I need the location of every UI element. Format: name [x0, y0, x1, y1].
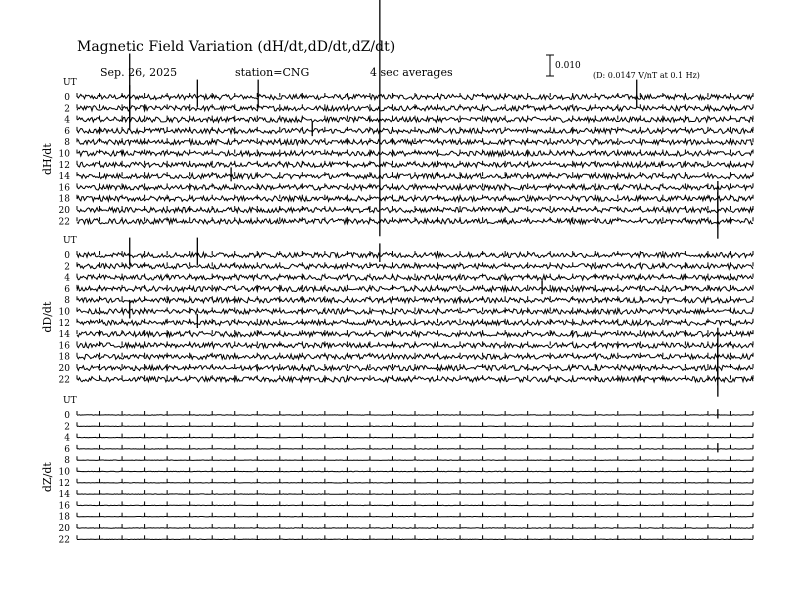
row-tick-label: 10 [58, 149, 70, 160]
row-tick-label: 18 [58, 512, 70, 523]
ut-axis-label: UT [63, 236, 77, 246]
row-tick-label: 8 [64, 138, 70, 149]
station-label: station=CNG [235, 66, 310, 79]
ut-axis-label: UT [63, 78, 77, 88]
scale-value-label: 0.010 [555, 61, 581, 71]
row-tick-label: 18 [58, 194, 70, 205]
panel-ylabel: dD/dt [41, 301, 54, 333]
averaging-label: 4 sec averages [370, 66, 453, 79]
row-tick-label: 10 [58, 467, 70, 478]
panel-dhdt [41, 0, 753, 239]
row-tick-label: 2 [64, 422, 70, 433]
row-tick-label: 22 [58, 375, 70, 386]
row-tick-label: 16 [58, 183, 70, 194]
row-tick-label: 4 [64, 273, 70, 284]
ut-axis-label: UT [63, 396, 77, 406]
row-tick-label: 10 [58, 307, 70, 318]
row-tick-label: 18 [58, 352, 70, 363]
row-tick-label: 0 [64, 93, 70, 103]
row-tick-label: 6 [64, 444, 70, 455]
row-tick-label: 14 [58, 330, 70, 341]
row-tick-label: 4 [64, 433, 70, 444]
row-tick-label: 8 [64, 296, 70, 307]
row-tick-label: 12 [58, 160, 70, 171]
row-tick-label: 4 [64, 115, 70, 126]
panel-dddt [41, 236, 753, 397]
row-tick-label: 20 [58, 524, 70, 534]
chart-title: Magnetic Field Variation (dH/dt,dD/dt,dZ/dt) [77, 39, 396, 55]
row-tick-label: 0 [64, 251, 70, 261]
row-tick-label: 8 [64, 456, 70, 467]
row-tick-label: 20 [58, 206, 70, 216]
row-tick-label: 22 [58, 217, 70, 228]
scale-bar [546, 55, 554, 76]
row-tick-label: 12 [58, 478, 70, 489]
panel-dzdt [41, 396, 753, 545]
row-tick-label: 0 [64, 411, 70, 421]
row-tick-label: 16 [58, 341, 70, 352]
panel-ylabel: dZ/dt [41, 462, 54, 493]
row-tick-label: 14 [58, 172, 70, 183]
date-label: Sep. 26, 2025 [100, 66, 178, 79]
row-tick-label: 12 [58, 318, 70, 329]
scale-note-label: (D: 0.0147 V/nT at 0.1 Hz) [593, 71, 700, 80]
row-tick-label: 6 [64, 284, 70, 295]
row-tick-label: 14 [58, 490, 70, 501]
row-tick-label: 2 [64, 262, 70, 273]
row-tick-label: 20 [58, 364, 70, 374]
row-tick-label: 22 [58, 535, 70, 546]
row-tick-label: 2 [64, 104, 70, 115]
row-tick-label: 6 [64, 126, 70, 137]
row-tick-label: 16 [58, 501, 70, 512]
panel-ylabel: dH/dt [41, 143, 54, 176]
